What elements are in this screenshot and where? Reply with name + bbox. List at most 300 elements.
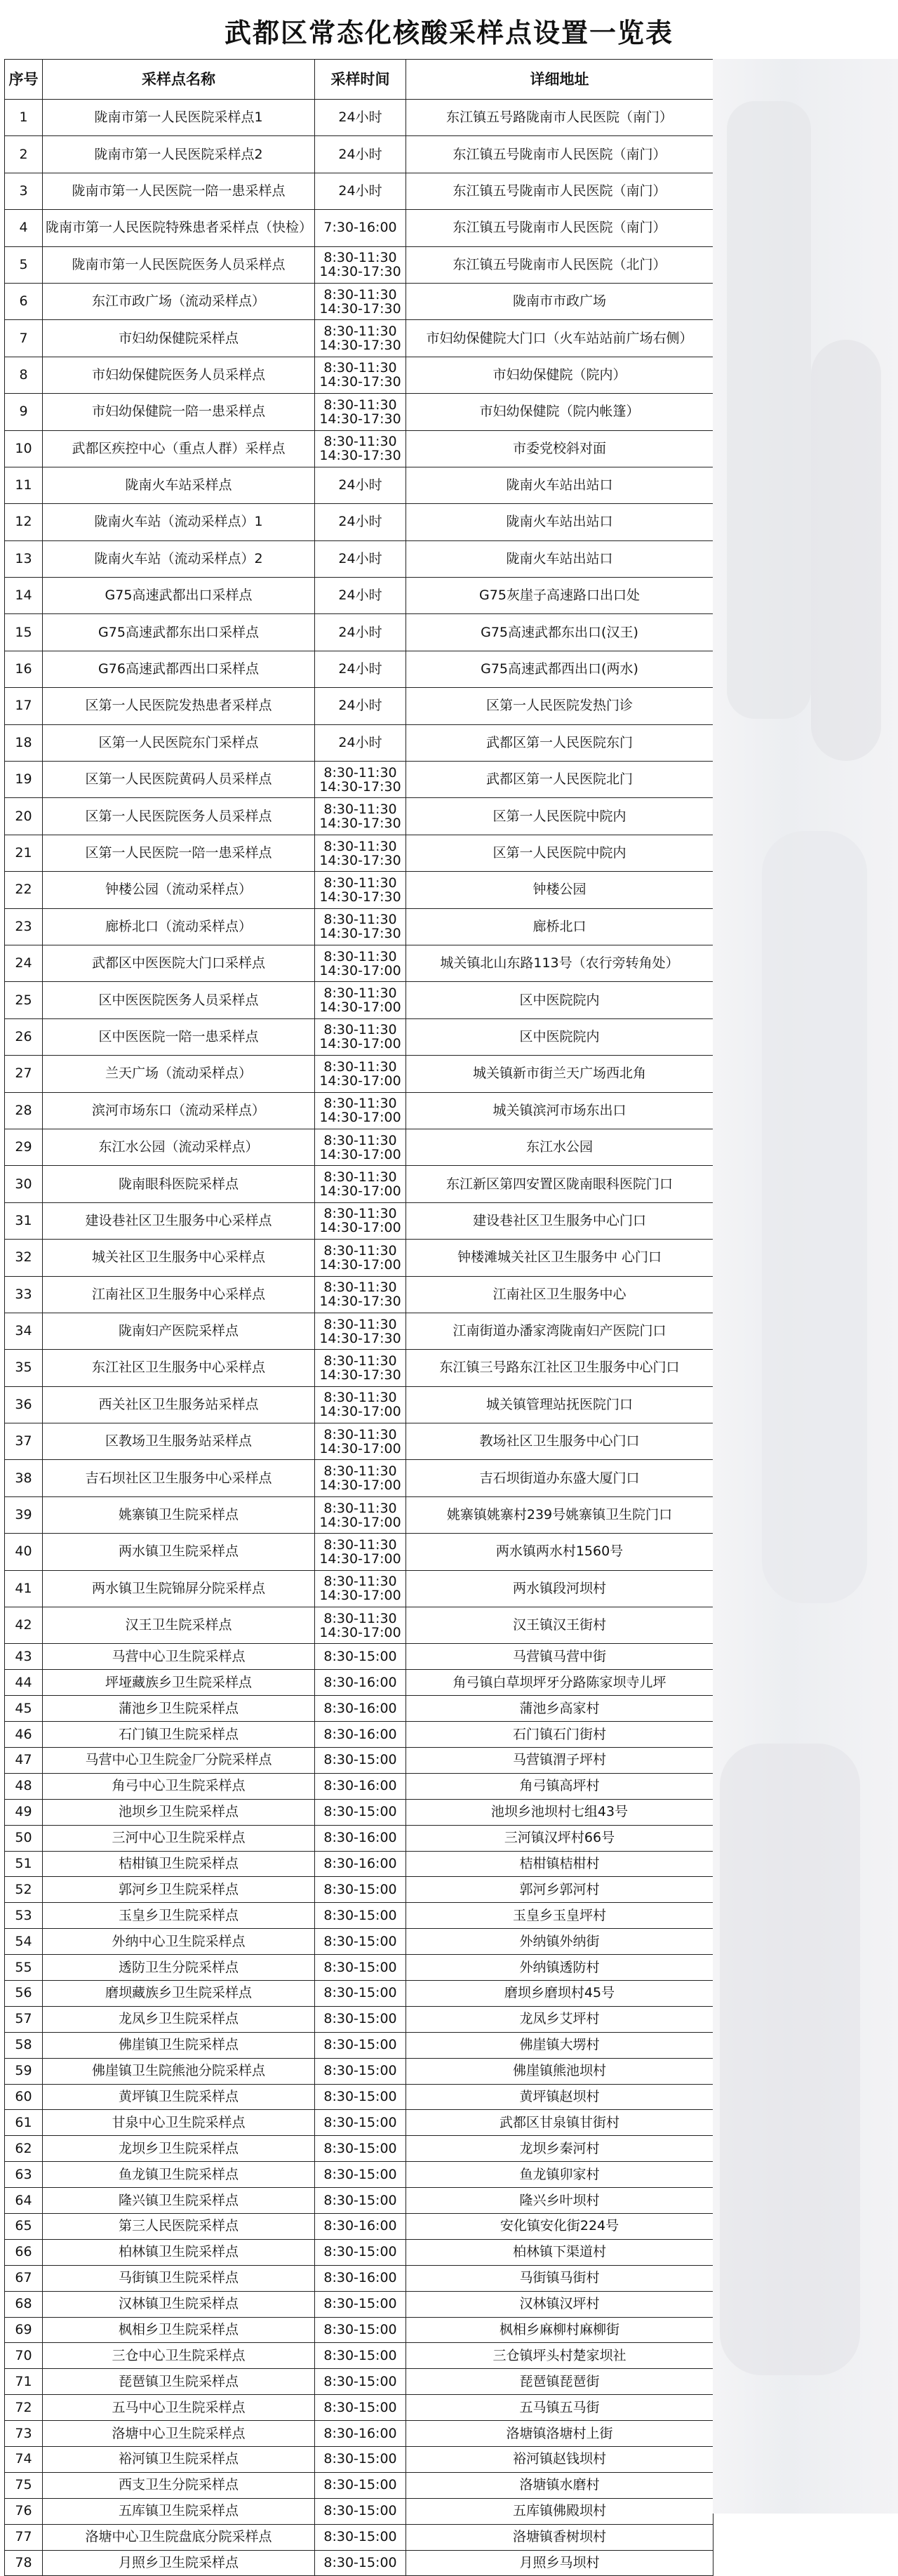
- cell-time: 8:30-15:00: [315, 2498, 406, 2524]
- table-row: [5, 798, 713, 835]
- cell-name: 汉林镇卫生院采样点: [43, 2291, 315, 2317]
- table-row: [5, 467, 713, 503]
- cell-time: 8:30-16:00: [315, 1696, 406, 1722]
- cell-no: 28: [5, 1092, 43, 1129]
- cell-address: 马营镇渭子坪村: [406, 1747, 713, 1773]
- header-address: 详细地址: [406, 60, 713, 100]
- cell-address: 陇南火车站出站口: [406, 467, 713, 503]
- cell-address: 外纳镇外纳街: [406, 1929, 713, 1955]
- cell-name: 两水镇卫生院锦屏分院采样点: [43, 1570, 315, 1607]
- cell-address: 钟楼滩城关社区卫生服务中 心门口: [406, 1240, 713, 1276]
- table-row: [5, 982, 713, 1018]
- cell-no: 9: [5, 394, 43, 430]
- cell-name: 陇南眼科医院采样点: [43, 1166, 315, 1202]
- cell-time: 8:30-15:00: [315, 2032, 406, 2058]
- cell-time: 8:30-15:00: [315, 2084, 406, 2110]
- cell-time: 8:30-15:00: [315, 2058, 406, 2084]
- table-row: [5, 1240, 713, 1276]
- cell-name: 廊桥北口（流动采样点）: [43, 908, 315, 945]
- cell-time: 8:30-16:00: [315, 2421, 406, 2447]
- table-row: [5, 1877, 713, 1903]
- cell-no: 7: [5, 320, 43, 357]
- cell-address: 桔柑镇桔柑村: [406, 1851, 713, 1877]
- cell-address: 武都区第一人民医院东门: [406, 724, 713, 761]
- table-row: [5, 1773, 713, 1799]
- cell-time: 8:30-15:00: [315, 2317, 406, 2343]
- cell-time: 8:30-11:30 14:30-17:30: [315, 394, 406, 430]
- blurred-region: [713, 59, 898, 2514]
- table-row: [5, 2524, 713, 2550]
- table-row: [5, 2472, 713, 2498]
- table-row: [5, 2058, 713, 2084]
- table-row: [5, 2343, 713, 2369]
- table-row: [5, 1460, 713, 1496]
- cell-no: 11: [5, 467, 43, 503]
- cell-name: 吉石坝社区卫生服务中心采样点: [43, 1460, 315, 1496]
- cell-name: 建设巷社区卫生服务中心采样点: [43, 1202, 315, 1239]
- table-row: [5, 100, 713, 136]
- header-no: 序号: [5, 60, 43, 100]
- header-time: 采样时间: [315, 60, 406, 100]
- cell-address: 江南社区卫生服务中心: [406, 1276, 713, 1313]
- cell-no: 47: [5, 1747, 43, 1773]
- table-row: [5, 1929, 713, 1955]
- cell-no: 54: [5, 1929, 43, 1955]
- table-row: [5, 1696, 713, 1722]
- cell-address: 三河镇汉坪村66号: [406, 1825, 713, 1851]
- cell-time: 8:30-15:00: [315, 2006, 406, 2032]
- cell-no: 46: [5, 1722, 43, 1748]
- cell-time: 8:30-11:30 14:30-17:00: [315, 1607, 406, 1644]
- table-row: [5, 2162, 713, 2188]
- table-row: [5, 614, 713, 651]
- cell-name: 月照乡卫生院采样点: [43, 2550, 315, 2576]
- cell-address: 东江镇五号陇南市人民医院（南门）: [406, 136, 713, 173]
- table-row: [5, 2214, 713, 2240]
- cell-time: 8:30-11:30 14:30-17:00: [315, 1386, 406, 1423]
- cell-time: 8:30-11:30 14:30-17:00: [315, 1129, 406, 1165]
- cell-time: 8:30-15:00: [315, 2395, 406, 2421]
- cell-time: 8:30-15:00: [315, 2162, 406, 2188]
- cell-no: 34: [5, 1313, 43, 1349]
- cell-address: G75高速武都西出口(两水): [406, 651, 713, 687]
- cell-time: 8:30-15:00: [315, 1955, 406, 1981]
- table-row: [5, 2369, 713, 2395]
- cell-time: 8:30-15:00: [315, 2239, 406, 2265]
- cell-no: 60: [5, 2084, 43, 2110]
- cell-no: 45: [5, 1696, 43, 1722]
- cell-name: 三仓中心卫生院采样点: [43, 2343, 315, 2369]
- cell-no: 70: [5, 2343, 43, 2369]
- cell-time: 8:30-11:30 14:30-17:00: [315, 1240, 406, 1276]
- cell-no: 67: [5, 2265, 43, 2291]
- document-title: 武都区常态化核酸采样点设置一览表: [224, 17, 674, 48]
- cell-time: 8:30-11:30 14:30-17:30: [315, 357, 406, 393]
- cell-name: 枫相乡卫生院采样点: [43, 2317, 315, 2343]
- table-row: [5, 1955, 713, 1981]
- cell-time: 8:30-15:00: [315, 2110, 406, 2136]
- cell-name: 东江水公园（流动采样点）: [43, 1129, 315, 1165]
- cell-name: 池坝乡卫生院采样点: [43, 1799, 315, 1825]
- cell-address: 建设巷社区卫生服务中心门口: [406, 1202, 713, 1239]
- cell-time: 8:30-11:30 14:30-17:00: [315, 1166, 406, 1202]
- cell-time: 8:30-11:30 14:30-17:00: [315, 1423, 406, 1460]
- table-row: [5, 2291, 713, 2317]
- table-row: [5, 1570, 713, 1607]
- table-row: [5, 2317, 713, 2343]
- table-row: [5, 2006, 713, 2032]
- cell-no: 16: [5, 651, 43, 687]
- table-row: [5, 1496, 713, 1533]
- cell-address: 池坝乡池坝村七组43号: [406, 1799, 713, 1825]
- cell-time: 8:30-11:30 14:30-17:30: [315, 1313, 406, 1349]
- cell-name: 郭河乡卫生院采样点: [43, 1877, 315, 1903]
- cell-no: 33: [5, 1276, 43, 1313]
- cell-time: 8:30-11:30 14:30-17:00: [315, 1056, 406, 1092]
- cell-no: 73: [5, 2421, 43, 2447]
- cell-no: 51: [5, 1851, 43, 1877]
- cell-no: 43: [5, 1644, 43, 1670]
- cell-no: 64: [5, 2188, 43, 2214]
- table-row: [5, 1202, 713, 1239]
- cell-name: 陇南市第一人民医院采样点2: [43, 136, 315, 173]
- cell-name: 三河中心卫生院采样点: [43, 1825, 315, 1851]
- cell-time: 8:30-15:00: [315, 1903, 406, 1929]
- cell-no: 76: [5, 2498, 43, 2524]
- cell-address: 洛塘镇洛塘村上街: [406, 2421, 713, 2447]
- table-row: [5, 1166, 713, 1202]
- cell-time: 8:30-11:30 14:30-17:00: [315, 1092, 406, 1129]
- cell-name: 坪垭藏族乡卫生院采样点: [43, 1670, 315, 1696]
- cell-name: 市妇幼保健院采样点: [43, 320, 315, 357]
- cell-address: 龙凤乡艾坪村: [406, 2006, 713, 2032]
- table-row: [5, 1670, 713, 1696]
- table-row: [5, 762, 713, 798]
- table-row: [5, 283, 713, 319]
- cell-name: 东江市政广场（流动采样点）: [43, 283, 315, 319]
- cell-address: 两水镇两水村1560号: [406, 1534, 713, 1570]
- cell-no: 20: [5, 798, 43, 835]
- table-row: [5, 1386, 713, 1423]
- table-row: [5, 2032, 713, 2058]
- cell-address: 东江镇五号陇南市人民医院（南门）: [406, 173, 713, 209]
- cell-address: 东江镇五号陇南市人民医院（南门）: [406, 210, 713, 246]
- cell-time: 24小时: [315, 504, 406, 540]
- cell-address: 鱼龙镇卯家村: [406, 2162, 713, 2188]
- cell-name: 马街镇卫生院采样点: [43, 2265, 315, 2291]
- cell-no: 75: [5, 2472, 43, 2498]
- cell-address: 马营镇马营中街: [406, 1644, 713, 1670]
- cell-no: 1: [5, 100, 43, 136]
- cell-time: 8:30-11:30 14:30-17:00: [315, 1460, 406, 1496]
- cell-no: 38: [5, 1460, 43, 1496]
- cell-address: 陇南市市政广场: [406, 283, 713, 319]
- cell-no: 74: [5, 2447, 43, 2473]
- cell-no: 68: [5, 2291, 43, 2317]
- cell-name: 江南社区卫生服务中心采样点: [43, 1276, 315, 1313]
- cell-time: 8:30-15:00: [315, 2136, 406, 2162]
- cell-time: 8:30-11:30 14:30-17:30: [315, 908, 406, 945]
- cell-address: 区第一人民医院中院内: [406, 798, 713, 835]
- cell-address: 玉皇乡玉皇坪村: [406, 1903, 713, 1929]
- cell-time: 8:30-11:30 14:30-17:30: [315, 246, 406, 283]
- table-row: [5, 1722, 713, 1748]
- cell-name: 柏林镇卫生院采样点: [43, 2239, 315, 2265]
- cell-address: 武都区第一人民医院北门: [406, 762, 713, 798]
- cell-address: 东江镇五号路陇南市人民医院（南门）: [406, 100, 713, 136]
- cell-name: 甘泉中心卫生院采样点: [43, 2110, 315, 2136]
- cell-name: 外纳中心卫生院采样点: [43, 1929, 315, 1955]
- table-row: [5, 1980, 713, 2006]
- table-row: [5, 246, 713, 283]
- cell-no: 53: [5, 1903, 43, 1929]
- cell-no: 69: [5, 2317, 43, 2343]
- cell-no: 48: [5, 1773, 43, 1799]
- cell-no: 31: [5, 1202, 43, 1239]
- cell-time: 8:30-15:00: [315, 2447, 406, 2473]
- cell-name: 区第一人民医院发热患者采样点: [43, 688, 315, 724]
- cell-name: 区第一人民医院一陪一患采样点: [43, 835, 315, 871]
- cell-time: 8:30-15:00: [315, 2524, 406, 2550]
- cell-time: 8:30-16:00: [315, 1722, 406, 1748]
- cell-time: 8:30-11:30 14:30-17:30: [315, 1350, 406, 1386]
- cell-no: 63: [5, 2162, 43, 2188]
- table-row: [5, 173, 713, 209]
- cell-no: 32: [5, 1240, 43, 1276]
- cell-name: 陇南火车站（流动采样点）1: [43, 504, 315, 540]
- cell-time: 8:30-11:30 14:30-17:00: [315, 1534, 406, 1570]
- cell-time: 8:30-15:00: [315, 1799, 406, 1825]
- cell-no: 36: [5, 1386, 43, 1423]
- cell-address: 蒲池乡高家村: [406, 1696, 713, 1722]
- cell-address: 柏林镇下渠道村: [406, 2239, 713, 2265]
- table-row: [5, 2498, 713, 2524]
- table-row: [5, 320, 713, 357]
- cell-no: 12: [5, 504, 43, 540]
- table-row: [5, 1903, 713, 1929]
- cell-address: 东江镇五号陇南市人民医院（北门）: [406, 246, 713, 283]
- cell-time: 8:30-15:00: [315, 2369, 406, 2395]
- cell-name: 洛塘中心卫生院采样点: [43, 2421, 315, 2447]
- cell-time: 8:30-11:30 14:30-17:00: [315, 945, 406, 981]
- cell-name: 武都区中医医院大门口采样点: [43, 945, 315, 981]
- cell-name: 东江社区卫生服务中心采样点: [43, 1350, 315, 1386]
- header-name: 采样点名称: [43, 60, 315, 100]
- cell-address: 佛崖镇熊池坝村: [406, 2058, 713, 2084]
- cell-name: G76高速武都西出口采样点: [43, 651, 315, 687]
- cell-time: 24小时: [315, 724, 406, 761]
- cell-address: 市妇幼保健院（院内）: [406, 357, 713, 393]
- cell-time: 8:30-11:30 14:30-17:30: [315, 430, 406, 467]
- cell-address: 枫相乡麻柳村麻柳街: [406, 2317, 713, 2343]
- cell-name: 区第一人民医院医务人员采样点: [43, 798, 315, 835]
- cell-name: G75高速武都出口采样点: [43, 578, 315, 614]
- table-row: [5, 2421, 713, 2447]
- table-row: [5, 1747, 713, 1773]
- cell-name: 西关社区卫生服务站采样点: [43, 1386, 315, 1423]
- cell-name: 滨河市场东口（流动采样点）: [43, 1092, 315, 1129]
- cell-time: 8:30-15:00: [315, 2472, 406, 2498]
- cell-no: 24: [5, 945, 43, 981]
- cell-time: 8:30-15:00: [315, 2188, 406, 2214]
- cell-time: 8:30-16:00: [315, 2214, 406, 2240]
- table-row: [5, 504, 713, 540]
- cell-time: 8:30-11:30 14:30-17:00: [315, 1018, 406, 1055]
- table-row: [5, 136, 713, 173]
- cell-address: 琵琶镇琵琶街: [406, 2369, 713, 2395]
- cell-name: 裕河镇卫生院采样点: [43, 2447, 315, 2473]
- table-row: [5, 1276, 713, 1313]
- cell-name: 汉王卫生院采样点: [43, 1607, 315, 1644]
- cell-name: 武都区疾控中心（重点人群）采样点: [43, 430, 315, 467]
- cell-no: 41: [5, 1570, 43, 1607]
- cell-name: 马营中心卫生院金厂分院采样点: [43, 1747, 315, 1773]
- cell-time: 8:30-11:30 14:30-17:00: [315, 982, 406, 1018]
- cell-no: 61: [5, 2110, 43, 2136]
- cell-address: G75高速武都东出口(汉王): [406, 614, 713, 651]
- cell-name: 蒲池乡卫生院采样点: [43, 1696, 315, 1722]
- cell-address: 角弓镇高坪村: [406, 1773, 713, 1799]
- cell-name: 区中医医院一陪一患采样点: [43, 1018, 315, 1055]
- cell-time: 8:30-11:30 14:30-17:30: [315, 835, 406, 871]
- cell-address: 市委党校斜对面: [406, 430, 713, 467]
- cell-no: 71: [5, 2369, 43, 2395]
- cell-no: 3: [5, 173, 43, 209]
- cell-no: 10: [5, 430, 43, 467]
- table-row: [5, 2110, 713, 2136]
- table-row: [5, 357, 713, 393]
- cell-no: 4: [5, 210, 43, 246]
- cell-name: 陇南市第一人民医院采样点1: [43, 100, 315, 136]
- cell-no: 62: [5, 2136, 43, 2162]
- cell-no: 19: [5, 762, 43, 798]
- cell-no: 39: [5, 1496, 43, 1533]
- cell-no: 40: [5, 1534, 43, 1570]
- table-row: [5, 1851, 713, 1877]
- table-row: [5, 210, 713, 246]
- cell-name: 区第一人民医院黄码人员采样点: [43, 762, 315, 798]
- cell-no: 15: [5, 614, 43, 651]
- cell-time: 8:30-11:30 14:30-17:30: [315, 283, 406, 319]
- cell-no: 8: [5, 357, 43, 393]
- table-row: [5, 908, 713, 945]
- table-row: [5, 1534, 713, 1570]
- cell-name: 黄坪镇卫生院采样点: [43, 2084, 315, 2110]
- cell-name: 两水镇卫生院采样点: [43, 1534, 315, 1570]
- cell-address: 东江镇三号路东江社区卫生服务中心门口: [406, 1350, 713, 1386]
- cell-time: 8:30-16:00: [315, 1670, 406, 1696]
- cell-no: 65: [5, 2214, 43, 2240]
- cell-time: 8:30-11:30 14:30-17:00: [315, 1202, 406, 1239]
- cell-no: 5: [5, 246, 43, 283]
- cell-name: 鱼龙镇卫生院采样点: [43, 2162, 315, 2188]
- cell-no: 52: [5, 1877, 43, 1903]
- cell-no: 49: [5, 1799, 43, 1825]
- sampling-sites-table: [4, 59, 713, 2576]
- cell-no: 78: [5, 2550, 43, 2576]
- cell-no: 37: [5, 1423, 43, 1460]
- table-row: [5, 1313, 713, 1349]
- cell-time: 24小时: [315, 467, 406, 503]
- cell-no: 14: [5, 578, 43, 614]
- cell-address: 两水镇段河坝村: [406, 1570, 713, 1607]
- table-row: [5, 1056, 713, 1092]
- cell-time: 8:30-11:30 14:30-17:30: [315, 798, 406, 835]
- cell-address: 裕河镇赵钱坝村: [406, 2447, 713, 2473]
- cell-time: 24小时: [315, 136, 406, 173]
- table-row: [5, 2239, 713, 2265]
- table-body: [5, 100, 713, 2576]
- table-row: [5, 2395, 713, 2421]
- cell-name: 区教场卫生服务站采样点: [43, 1423, 315, 1460]
- cell-name: 洛塘中心卫生院盘底分院采样点: [43, 2524, 315, 2550]
- cell-no: 17: [5, 688, 43, 724]
- cell-address: 角弓镇白草坝坪牙分路陈家坝寺儿坪: [406, 1670, 713, 1696]
- cell-name: 城关社区卫生服务中心采样点: [43, 1240, 315, 1276]
- cell-address: 武都区甘泉镇甘街村: [406, 2110, 713, 2136]
- table-row: [5, 1825, 713, 1851]
- table-row: [5, 2550, 713, 2576]
- table-row: [5, 1607, 713, 1644]
- cell-time: 8:30-16:00: [315, 1851, 406, 1877]
- cell-address: 吉石坝街道办东盛大厦门口: [406, 1460, 713, 1496]
- cell-no: 50: [5, 1825, 43, 1851]
- cell-address: 外纳镇透防村: [406, 1955, 713, 1981]
- cell-name: 兰天广场（流动采样点）: [43, 1056, 315, 1092]
- cell-name: 陇南火车站（流动采样点）2: [43, 540, 315, 577]
- cell-time: 8:30-11:30 14:30-17:30: [315, 320, 406, 357]
- table-row: [5, 688, 713, 724]
- cell-address: 安化镇安化街224号: [406, 2214, 713, 2240]
- cell-time: 8:30-15:00: [315, 1747, 406, 1773]
- cell-address: 东江新区第四安置区陇南眼科医院门口: [406, 1166, 713, 1202]
- cell-name: 区中医医院医务人员采样点: [43, 982, 315, 1018]
- cell-no: 72: [5, 2395, 43, 2421]
- cell-name: G75高速武都东出口采样点: [43, 614, 315, 651]
- cell-name: 区第一人民医院东门采样点: [43, 724, 315, 761]
- cell-no: 56: [5, 1980, 43, 2006]
- cell-no: 30: [5, 1166, 43, 1202]
- cell-address: 五库镇佛殿坝村: [406, 2498, 713, 2524]
- cell-time: 24小时: [315, 100, 406, 136]
- table-row: [5, 872, 713, 908]
- cell-address: G75灰崖子高速路口出口处: [406, 578, 713, 614]
- table-row: [5, 1350, 713, 1386]
- cell-no: 13: [5, 540, 43, 577]
- cell-no: 22: [5, 872, 43, 908]
- cell-address: 五马镇五马街: [406, 2395, 713, 2421]
- cell-no: 25: [5, 982, 43, 1018]
- cell-name: 磨坝藏族乡卫生院采样点: [43, 1980, 315, 2006]
- table-row: [5, 945, 713, 981]
- cell-name: 陇南火车站采样点: [43, 467, 315, 503]
- cell-address: 江南街道办潘家湾陇南妇产医院门口: [406, 1313, 713, 1349]
- cell-no: 42: [5, 1607, 43, 1644]
- cell-no: 29: [5, 1129, 43, 1165]
- cell-address: 佛崖镇大塄村: [406, 2032, 713, 2058]
- cell-time: 8:30-15:00: [315, 2550, 406, 2576]
- cell-name: 透防卫生分院采样点: [43, 1955, 315, 1981]
- cell-name: 市妇幼保健院医务人员采样点: [43, 357, 315, 393]
- cell-time: 24小时: [315, 651, 406, 687]
- cell-time: 8:30-11:30 14:30-17:30: [315, 872, 406, 908]
- cell-no: 57: [5, 2006, 43, 2032]
- table-row: [5, 430, 713, 467]
- cell-address: 石门镇石门街村: [406, 1722, 713, 1748]
- table-row: [5, 724, 713, 761]
- cell-address: 洛塘镇水磨村: [406, 2472, 713, 2498]
- cell-name: 五库镇卫生院采样点: [43, 2498, 315, 2524]
